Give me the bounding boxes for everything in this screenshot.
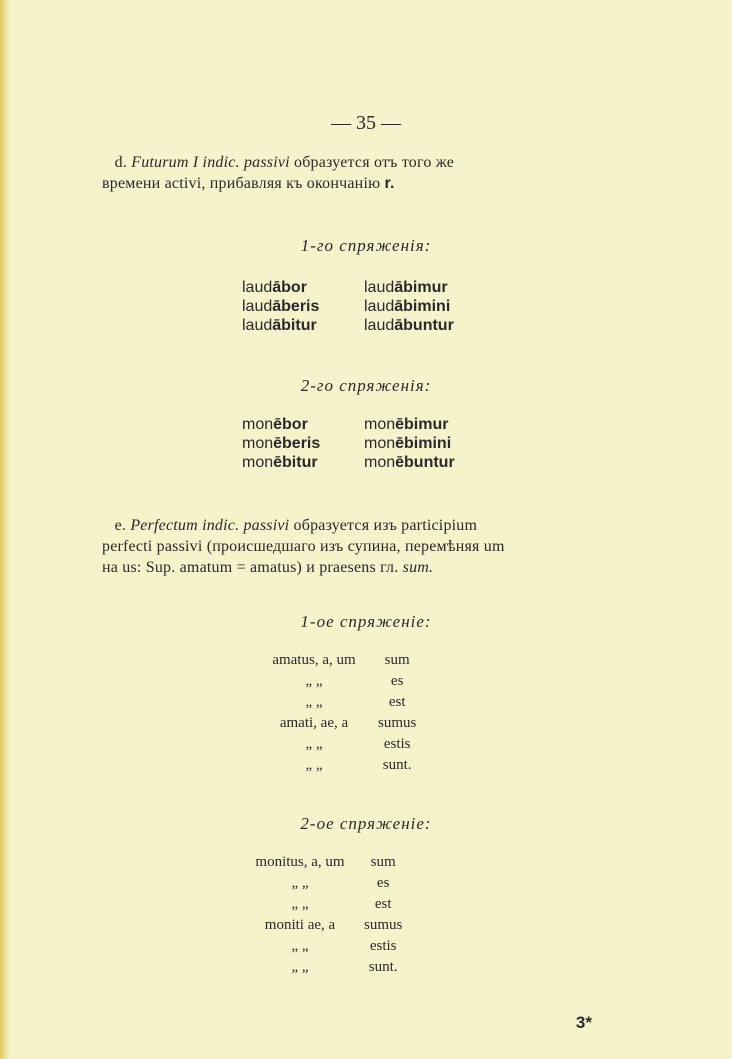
para-text: образуется изъ participium: [293, 517, 478, 534]
sum-form: est: [388, 694, 406, 710]
sum-form: sunt.: [368, 959, 398, 975]
conj-form: laud: [242, 279, 273, 296]
participle: amati, ae, a: [279, 715, 349, 731]
conj-form: laud: [364, 279, 395, 296]
table-row: [240, 894, 406, 915]
conj-form: ēbor: [273, 416, 308, 433]
sum-form: es: [390, 673, 404, 689]
conj-row: [242, 434, 455, 453]
table-row: [254, 713, 420, 734]
sum-form: sumus: [364, 917, 403, 933]
conj-form: ābor: [272, 279, 307, 296]
para-text: образуется отъ того же: [294, 154, 455, 171]
table-row: [240, 873, 406, 894]
sum-form: sumus: [378, 715, 417, 731]
perf2-table: [240, 852, 406, 978]
conj-form: mon: [364, 454, 396, 471]
table-row: [254, 692, 420, 713]
conj1-title: 1-го спряженія:: [300, 236, 432, 255]
table-row: [254, 671, 420, 692]
sum-form: sunt.: [382, 757, 412, 773]
participle: „ „: [305, 736, 323, 752]
conj-form: ēbuntur: [395, 454, 455, 471]
conj-form: āberis: [272, 298, 320, 315]
conj-row: [242, 453, 455, 472]
paragraph-d: [102, 152, 622, 194]
perf1-table: [254, 650, 420, 776]
para-text: на us: Sup. amatum = amatus) и praesens гл.: [102, 559, 399, 576]
sum-form: estis: [369, 938, 397, 954]
signature-mark: 3*: [575, 1013, 592, 1032]
perf1-title: 1-ое спряженіе:: [300, 612, 432, 631]
conj2-title: 2-го спряженія:: [300, 376, 432, 395]
para-title: Perfectum indic. passivi: [130, 517, 290, 534]
sum-form: sum: [384, 652, 410, 668]
para-letter: d.: [114, 154, 128, 171]
conj-form: ēberis: [273, 435, 321, 452]
sum-form: es: [376, 875, 390, 891]
conj-form: ābimini: [394, 298, 451, 315]
conj-form: laud: [364, 317, 395, 334]
conj-form: mon: [242, 435, 274, 452]
conj-form: ābuntur: [394, 317, 454, 334]
sum-form: sum: [370, 854, 396, 870]
table-row: [240, 957, 406, 978]
conj-form: laud: [242, 298, 273, 315]
table-row: [254, 650, 420, 671]
para-letter: e.: [114, 517, 127, 534]
para-text: времени activi, прибавляя къ окончанію: [102, 175, 381, 192]
conj-row: [242, 415, 455, 434]
conj-form: ēbimur: [395, 416, 449, 433]
table-row: [254, 734, 420, 755]
conj-form: ābimur: [394, 279, 448, 296]
page-number: — 35 —: [331, 112, 401, 134]
participle: „ „: [305, 757, 323, 773]
conj-form: ēbitur: [273, 454, 318, 471]
table-row: [240, 936, 406, 957]
table-row: [240, 915, 406, 936]
conj-form: ēbimini: [395, 435, 452, 452]
para-text: perfecti passivi (происшедшаго изъ супина, перемѣняя um: [102, 538, 505, 555]
perf2-title: 2-ое спряженіе:: [300, 814, 432, 833]
sum-form: estis: [383, 736, 411, 752]
sum-form: est: [374, 896, 392, 912]
para-ending: r.: [384, 175, 395, 192]
participle: monitus, a, um: [255, 854, 345, 870]
conj1-table: [242, 278, 454, 335]
para-sum: sum.: [402, 559, 434, 576]
conj-form: mon: [364, 416, 396, 433]
participle: „ „: [291, 959, 309, 975]
participle: moniti ae, a: [264, 917, 336, 933]
page-edge: [0, 0, 10, 1059]
conj-form: mon: [242, 454, 274, 471]
conj-row: [242, 297, 454, 316]
participle: „ „: [305, 694, 323, 710]
conj-form: ābitur: [272, 317, 317, 334]
participle: „ „: [291, 875, 309, 891]
conj-form: mon: [364, 435, 396, 452]
paragraph-e: [102, 515, 622, 578]
conj-form: mon: [242, 416, 274, 433]
conj-row: [242, 278, 454, 297]
conj-form: laud: [242, 317, 273, 334]
participle: „ „: [305, 673, 323, 689]
conj2-table: [242, 415, 455, 472]
table-row: [254, 755, 420, 776]
conj-form: laud: [364, 298, 395, 315]
table-row: [240, 852, 406, 873]
conj-row: [242, 316, 454, 335]
participle: amatus, a, um: [272, 652, 356, 668]
participle: „ „: [291, 896, 309, 912]
para-title: Futurum I indic. passivi: [131, 154, 290, 171]
participle: „ „: [291, 938, 309, 954]
